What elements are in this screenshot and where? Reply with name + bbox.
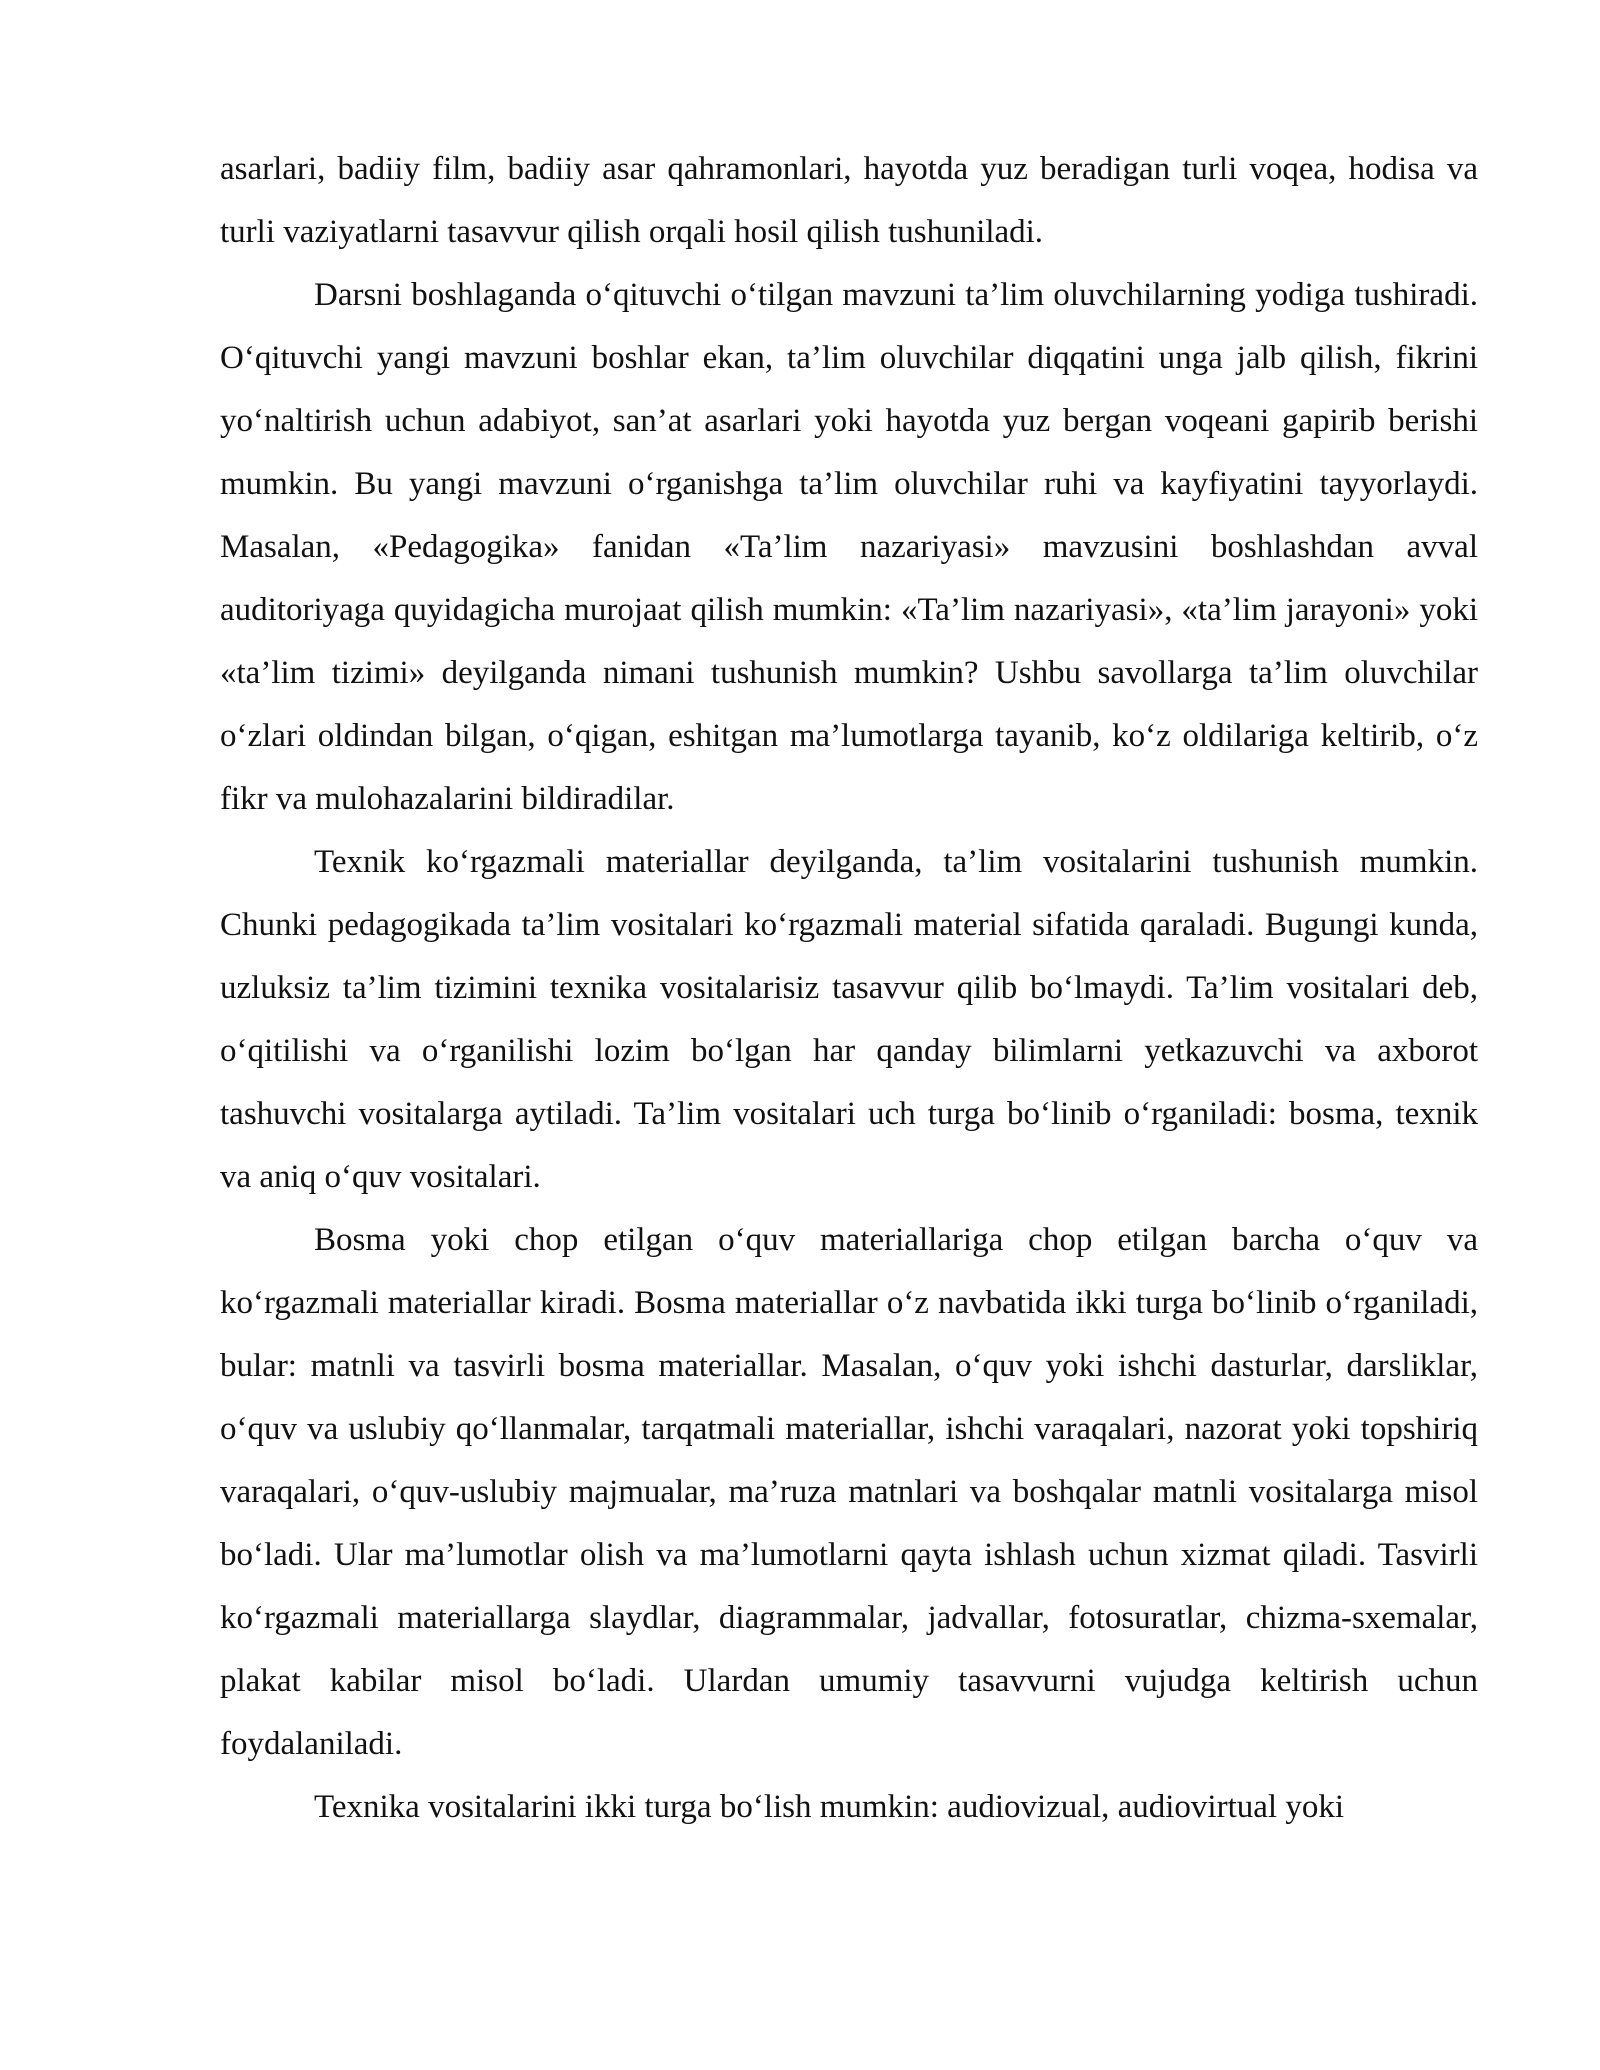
paragraph-technical-materials: Texnik ko‘rgazmali materiallar deyilganda, ta’lim vositalarini tushunish mumkin. Chunki pedagogikada ta’lim vositalari ko‘rgazmali material sifatida qaraladi. Bugungi kunda, uzluksiz ta’lim tizimini texnika vositalarisiz tasavvur qilib bo‘lmaydi. Ta’lim vositalari deb, o‘qitilishi va o‘rganilishi lozim bo‘lgan har qanday bilimlarni yetkazuvchi va axborot tashuvchi vositalarga aytiladi. Ta’lim vositalari uch turga bo‘linib o‘rganiladi: bosma, texnik va aniq o‘quv vositalari. <box>220 844 1478 1195</box>
paragraph-lesson-start: Darsni boshlaganda o‘qituvchi o‘tilgan mavzuni ta’lim oluvchilarning yodiga tushiradi. O‘qituvchi yangi mavzuni boshlar ekan, ta’lim oluvchilar diqqatini unga jalb qilish, fikrini yo‘naltirish uchun adabiyot, san’at asarlari yoki hayotda yuz bergan voqeani gapirib berishi mumkin. Bu yangi mavzuni o‘rganishga ta’lim oluvchilar ruhi va kayfiyatini tayyorlaydi. Masalan, «Pedagogika» fanidan «Ta’lim nazariyasi» mavzusini boshlashdan avval auditoriyaga quyidagicha murojaat qilish mumkin: «Ta’lim nazariyasi», «ta’lim jarayoni» yoki «ta’lim tizimi» deyilganda nimani tushunish mumkin? Ushbu savollarga ta’lim oluvchilar o‘zlari oldindan bilgan, o‘qigan, eshitgan ma’lumotlarga tayanib, ko‘z oldilariga keltirib, o‘z fikr va mulohazalarini bildiradilar. <box>220 277 1478 817</box>
body-text <box>220 138 1478 1839</box>
paragraph-continuation: asarlari, badiiy film, badiiy asar qahramonlari, hayotda yuz beradigan turli voqea, hodisa va turli vaziyatlarni tasavvur qilish orqali hosil qilish tushuniladi. <box>220 151 1478 250</box>
paragraph-printed-materials: Bosma yoki chop etilgan o‘quv materiallariga chop etilgan barcha o‘quv va ko‘rgazmali materiallar kiradi. Bosma materiallar o‘z navbatida ikki turga bo‘linib o‘rganiladi, bular: matnli va tasvirli bosma materiallar. Masalan, o‘quv yoki ishchi dasturlar, darsliklar, o‘quv va uslubiy qo‘llanmalar, tarqatmali materiallar, ishchi varaqalari, nazorat yoki topshiriq varaqalari, o‘quv-uslubiy majmualar, ma’ruza matnlari va boshqalar matnli vositalarga misol bo‘ladi. Ular ma’lumotlar olish va ma’lumotlarni qayta ishlash uchun xizmat qiladi. Tasvirli ko‘rgazmali materiallarga slaydlar, diagrammalar, jadvallar, fotosuratlar, chizma-sxemalar, plakat kabilar misol bo‘ladi. Ulardan umumiy tasavvurni vujudga keltirish uchun foydalaniladi. <box>220 1222 1478 1762</box>
paragraph-technical-tools: Texnika vositalarini ikki turga bo‘lish mumkin: audiovizual, audiovirtual yoki <box>314 1789 1344 1825</box>
